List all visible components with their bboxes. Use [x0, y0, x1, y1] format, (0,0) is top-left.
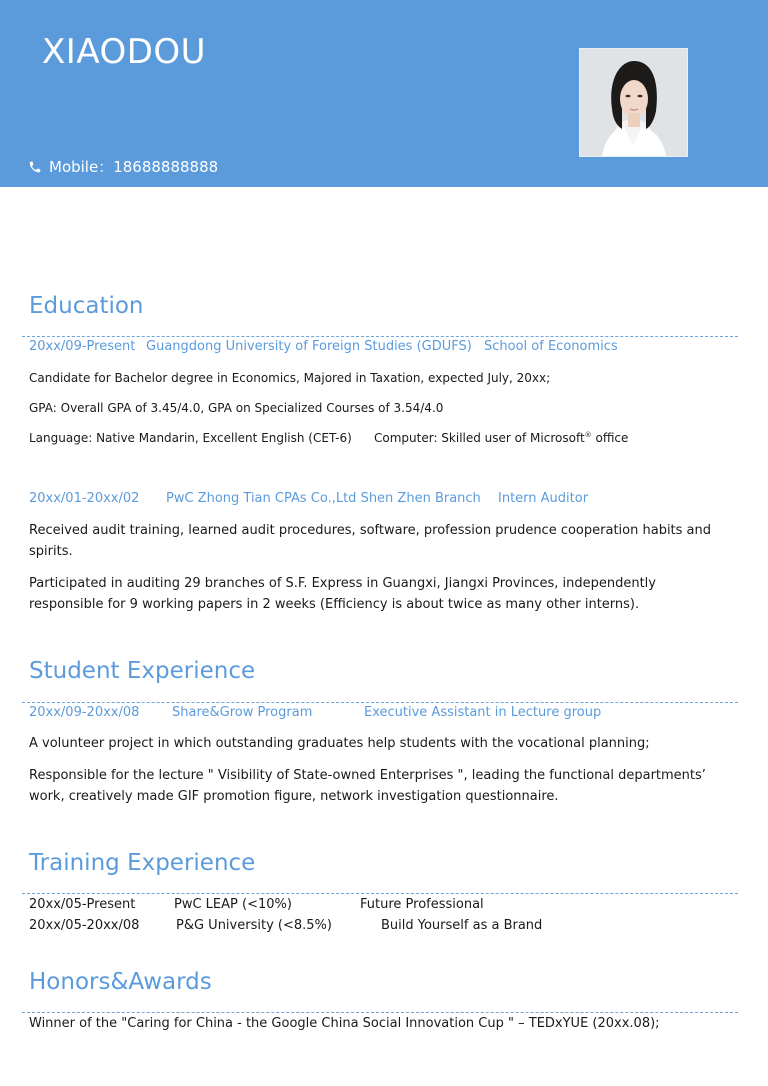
section-title-honors-awards: Honors&Awards	[29, 969, 212, 995]
training-row-2-program: P&G University (<8.5%)	[176, 918, 332, 933]
edu-department: School of Economics	[484, 339, 618, 354]
edu-gpa-line: GPA: Overall GPA of 3.45/4.0, GPA on Specialized Courses of 3.54/4.0	[29, 401, 444, 415]
portrait-image	[580, 49, 687, 156]
intern-role: Intern Auditor	[498, 491, 589, 506]
intern-paragraph-1: Received audit training, learned audit procedures, software, profession prudence cooperation habits and spirits.	[29, 523, 712, 559]
profile-photo	[579, 48, 688, 157]
header-banner	[0, 0, 768, 187]
computer-text: Computer: Skilled user of Microsoft	[374, 431, 585, 445]
student-role: Executive Assistant in Lecture group	[364, 705, 602, 720]
intern-organization: PwC Zhong Tian CPAs Co.,Ltd Shen Zhen Branch	[166, 491, 481, 506]
intern-paragraph-2: Participated in auditing 29 branches of S.F. Express in Guangxi, Jiangxi Provinces, independently responsible for 9 working papers in 2 weeks (Efficiency is about twice as many other interns).	[29, 576, 656, 612]
candidate-name: XIAODOU	[42, 32, 207, 72]
training-row-1-description: Future Professional	[360, 897, 484, 912]
section-divider	[22, 336, 738, 337]
registered-mark: ®	[584, 431, 592, 439]
student-organization: Share&Grow Program	[172, 705, 313, 720]
section-divider	[22, 893, 738, 894]
phone-icon	[28, 160, 42, 174]
computer-office: office	[591, 431, 629, 445]
section-title-student-experience: Student Experience	[29, 658, 256, 684]
student-date: 20xx/09-20xx/08	[29, 705, 140, 720]
training-row-2-description: Build Yourself as a Brand	[381, 918, 543, 933]
section-title-training-experience: Training Experience	[29, 850, 256, 876]
training-row-1-program: PwC LEAP (<10%)	[174, 897, 292, 912]
mobile-text: Mobile：18688888888	[49, 158, 219, 176]
intern-date: 20xx/01-20xx/02	[29, 491, 140, 506]
edu-language-line: Language: Native Mandarin, Excellent English (CET-6)	[29, 431, 352, 445]
training-row-1-date: 20xx/05-Present	[29, 897, 136, 912]
section-title-education: Education	[29, 293, 144, 319]
edu-degree-line: Candidate for Bachelor degree in Economics, Majored in Taxation, expected July, 20xx;	[29, 371, 551, 385]
edu-computer-line	[374, 431, 628, 445]
training-row-2-date: 20xx/05-20xx/08	[29, 918, 140, 933]
student-paragraph-2: Responsible for the lecture " Visibility of State-owned Enterprises ", leading the functional departments’ work, creatively made GIF promotion figure, network investigation questionnaire.	[29, 768, 706, 804]
edu-date: 20xx/09-Present	[29, 339, 136, 354]
section-divider	[22, 702, 738, 703]
section-divider	[22, 1012, 738, 1013]
edu-school: Guangdong University of Foreign Studies (GDUFS)	[146, 339, 472, 354]
honors-line: Winner of the "Caring for China - the Google China Social Innovation Cup " – TEDxYUE (20xx.08);	[29, 1016, 660, 1031]
mobile-contact	[28, 156, 218, 177]
student-paragraph-1: A volunteer project in which outstanding graduates help students with the vocational planning;	[29, 736, 650, 751]
